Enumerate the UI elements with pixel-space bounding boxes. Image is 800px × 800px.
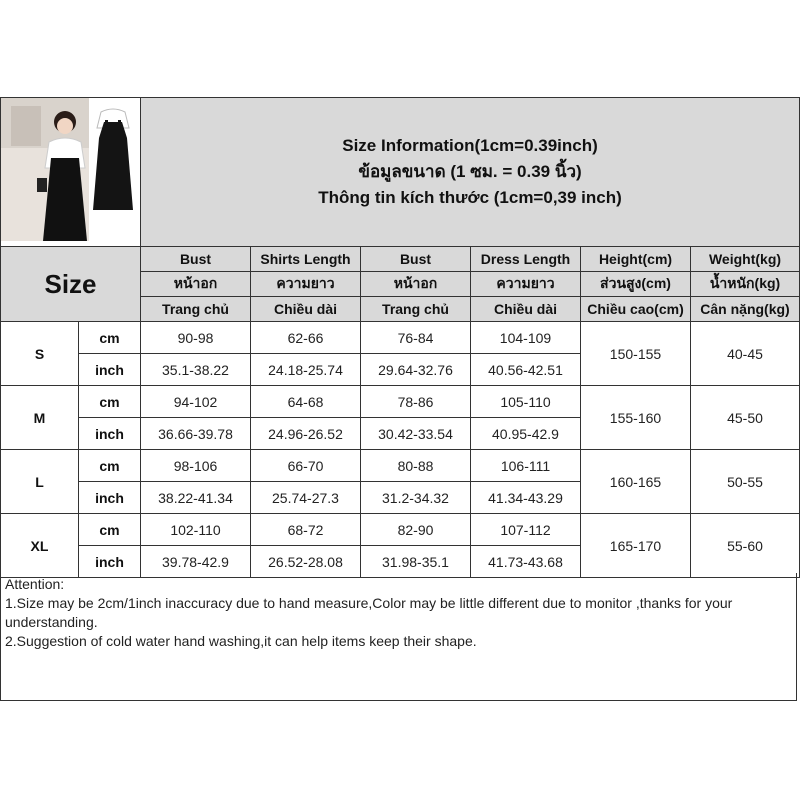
table-cell: 66-70 xyxy=(251,450,361,482)
height-cell: 160-165 xyxy=(581,450,691,514)
table-row xyxy=(1,322,800,354)
table-row xyxy=(1,514,800,546)
header-line-th: ข้อมูลขนาด (1 ซม. = 0.39 นิ้ว) xyxy=(358,162,582,181)
unit-label: inch xyxy=(79,546,141,578)
header-line-vi: Thông tin kích thước (1cm=0,39 inch) xyxy=(318,188,622,207)
product-photo xyxy=(1,98,141,241)
table-cell: 98-106 xyxy=(141,450,251,482)
table-cell: 40.56-42.51 xyxy=(471,354,581,386)
unit-label: inch xyxy=(79,418,141,450)
height-cell: 150-155 xyxy=(581,322,691,386)
table-cell: 106-111 xyxy=(471,450,581,482)
unit-label: inch xyxy=(79,482,141,514)
notes-title: Attention: xyxy=(5,576,65,592)
table-cell: 35.1-38.22 xyxy=(141,354,251,386)
col-header-th: ความยาว xyxy=(471,272,581,297)
unit-label: inch xyxy=(79,354,141,386)
table-cell: 76-84 xyxy=(361,322,471,354)
table-cell: 40.95-42.9 xyxy=(471,418,581,450)
col-header-th: น้ำหนัก(kg) xyxy=(691,272,800,297)
col-header-vi: Chiều cao(cm) xyxy=(581,297,691,322)
size-name: S xyxy=(1,322,79,386)
size-information-header xyxy=(141,98,800,247)
col-header-th: หน้าอก xyxy=(141,272,251,297)
table-cell: 24.18-25.74 xyxy=(251,354,361,386)
col-header-vi: Trang chủ xyxy=(361,297,471,322)
table-cell: 26.52-28.08 xyxy=(251,546,361,578)
table-cell: 38.22-41.34 xyxy=(141,482,251,514)
size-table xyxy=(0,97,800,578)
col-header-th: ส่วนสูง(cm) xyxy=(581,272,691,297)
notes-line-1: 1.Size may be 2cm/1inch inaccuracy due to hand measure,Color may be little different due to monitor ,thanks for your understanding. xyxy=(5,595,733,630)
table-cell: 36.66-39.78 xyxy=(141,418,251,450)
weight-cell: 45-50 xyxy=(691,386,800,450)
unit-label: cm xyxy=(79,450,141,482)
size-name: XL xyxy=(1,514,79,578)
unit-label: cm xyxy=(79,514,141,546)
unit-label: cm xyxy=(79,322,141,354)
table-cell: 104-109 xyxy=(471,322,581,354)
weight-cell: 50-55 xyxy=(691,450,800,514)
table-cell: 62-66 xyxy=(251,322,361,354)
size-name: L xyxy=(1,450,79,514)
table-cell: 102-110 xyxy=(141,514,251,546)
table-cell: 94-102 xyxy=(141,386,251,418)
table-cell: 30.42-33.54 xyxy=(361,418,471,450)
col-header-en: Height(cm) xyxy=(581,247,691,272)
table-cell: 105-110 xyxy=(471,386,581,418)
table-cell: 41.73-43.68 xyxy=(471,546,581,578)
height-cell: 155-160 xyxy=(581,386,691,450)
col-header-en: Bust xyxy=(141,247,251,272)
col-header-vi: Chiều dài xyxy=(471,297,581,322)
col-header-en: Weight(kg) xyxy=(691,247,800,272)
table-cell: 64-68 xyxy=(251,386,361,418)
table-cell: 90-98 xyxy=(141,322,251,354)
table-cell: 80-88 xyxy=(361,450,471,482)
table-cell: 31.2-34.32 xyxy=(361,482,471,514)
table-cell: 31.98-35.1 xyxy=(361,546,471,578)
col-header-th: หน้าอก xyxy=(361,272,471,297)
size-heading: Size xyxy=(1,247,141,322)
table-cell: 82-90 xyxy=(361,514,471,546)
table-cell: 25.74-27.3 xyxy=(251,482,361,514)
table-cell: 39.78-42.9 xyxy=(141,546,251,578)
table-row xyxy=(1,386,800,418)
size-chart xyxy=(0,97,800,702)
table-cell: 24.96-26.52 xyxy=(251,418,361,450)
attention-notes xyxy=(0,573,797,701)
table-cell: 107-112 xyxy=(471,514,581,546)
weight-cell: 40-45 xyxy=(691,322,800,386)
table-row xyxy=(1,450,800,482)
table-cell: 68-72 xyxy=(251,514,361,546)
product-photo-cell xyxy=(1,98,141,247)
col-header-vi: Cân nặng(kg) xyxy=(691,297,800,322)
weight-cell: 55-60 xyxy=(691,514,800,578)
unit-label: cm xyxy=(79,386,141,418)
table-cell: 78-86 xyxy=(361,386,471,418)
notes-line-2: 2.Suggestion of cold water hand washing,it can help items keep their shape. xyxy=(5,633,477,649)
height-cell: 165-170 xyxy=(581,514,691,578)
col-header-en: Bust xyxy=(361,247,471,272)
col-header-vi: Chiều dài xyxy=(251,297,361,322)
header-line-en: Size Information(1cm=0.39inch) xyxy=(342,136,598,155)
col-header-en: Shirts Length xyxy=(251,247,361,272)
col-header-vi: Trang chủ xyxy=(141,297,251,322)
table-cell: 41.34-43.29 xyxy=(471,482,581,514)
size-name: M xyxy=(1,386,79,450)
col-header-en: Dress Length xyxy=(471,247,581,272)
table-cell: 29.64-32.76 xyxy=(361,354,471,386)
col-header-th: ความยาว xyxy=(251,272,361,297)
